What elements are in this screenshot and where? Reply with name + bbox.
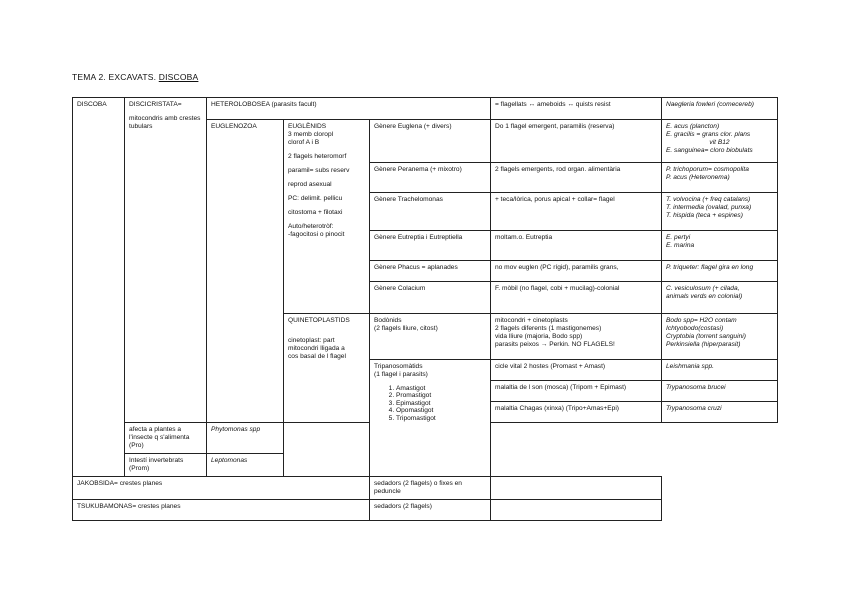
cell-genus-desc: Do 1 flagel emergent, paramilis (reserva) [491,120,662,163]
cell-genus-desc: no mov euglen (PC rígid), paramilis grans, [491,261,662,282]
cell-genus-examples: E. pertyi E. marina [662,231,778,261]
list-item: 5. Tripomastigot [396,415,486,422]
list-item: 1. Amastigot [396,385,486,392]
form-list [374,385,486,422]
cell-bodonids: Bodònids (2 flagels lliure, citost) [370,314,491,360]
cell-genus: Gènere Eutreptia i Eutreptiella [370,231,491,261]
title-underlined: DISCOBA [158,72,199,82]
cell-euglenozoa: EUGLENOZOA [207,120,284,423]
cell-bodonids-desc: mitocondri + cinetoplasts 2 flagels diferents (1 mastigonemes) vida lliure (majoria, Bodo spp) parasits peixos → Perkin. NO FLAGELS! [491,314,662,360]
cell-genus-desc: 2 flagels emergents, rod organ. alimentària [491,163,662,193]
cell-discoba: DISCOBA [73,98,125,477]
list-item: 2. Promastigot [396,392,486,399]
cell-tsukubamonas-empty [491,500,662,521]
cell-tsukubamonas: TSUKUBAMONAS= crestes planes [73,500,370,521]
cell-genus: Gènere Euglena (+ divers) [370,120,491,163]
cell-trypanosomatids: Tripanosomàtids (1 flagel i parasits) 1. Amastigot 2. Promastigot 3. Epimastigot 4. Opomastigot 5. Tripomastigot [370,360,491,477]
cell-heterolobosea: HETEROLOBOSEA (parasits facult) [207,98,491,120]
cell-jakobida: JAKOBSIDA= crestes planes [73,477,370,500]
cell-trypano-example: Trypanosoma brucei [662,381,778,402]
cell-genus-desc: moltam.o. Eutreptia [491,231,662,261]
cell-genus: Gènere Peranema (+ mixotro) [370,163,491,193]
cell-genus-examples: P. trichoporum= cosmopolita P. acus (Heteronema) [662,163,778,193]
title-prefix: TEMA 2. EXCAVATS. [72,72,159,82]
cell-trypano-desc: afecta a plantes a l'insecte q s'alimenta (Pro) [125,423,207,454]
cell-discicristata: DISCICRISTATA= mitocondris amb crestes tubulars [125,98,207,423]
cell-trypano-desc: Intestí invertebrats (Prom) [125,454,207,477]
cell-kinetoplastids: QUINETOPLASTIDS cinetoplast: part mitocondri lligada a cos basal de l flagel [284,314,370,423]
cell-genus: Gènere Trachelomonas [370,193,491,231]
cell-trypano-desc: malaltia Chagas (xinxa) (Tripo+Amas+Epi) [491,402,662,423]
list-item: 4. Opomastigot [396,407,486,414]
cell-trypano-desc: malaltia de l son (mosca) (Tripom + Epimast) [491,381,662,402]
cell-tsukubamonas-desc: sedadors (2 flagels) [370,500,491,521]
list-item: 3. Epimastigot [396,400,486,407]
cell-genus-desc: F. mòbil (no flagel, cobi + mucilag)-colonial [491,282,662,314]
cell-genus-desc: + teca/lòrica, porus apical + collar= flagel [491,193,662,231]
cell-genus-examples: C. vesiculosum (+ cilada, animals verds en colonial) [662,282,778,314]
cell-genus: Gènere Phacus = aplanades [370,261,491,282]
cell-genus-examples: T. volvocina (+ freq catalans) T. intermedia (ovalad, punxa) T. hispida (teca + espines) [662,193,778,231]
cell-heterolobosea-example: Naegleria fowleri (comecereb) [662,98,778,120]
cell-trypano-example: Trypanosoma cruzi [662,402,778,423]
cell-trypano-example: Leishmania spp. [662,360,778,381]
cell-euglenids: EUGLÈNIDS 3 memb cloropl clorof A i B 2 flagels heteromorf paramil= subs reserv reprod asexual PC: delimit. pellicu citostoma + filotaxi Auto/heterotròf: -fagocitosi o pinocit [284,120,370,314]
cell-genus: Gènere Colacium [370,282,491,314]
cell-trypano-example: Phytomonas spp [207,423,284,454]
cell-trypano-desc: cicle vital 2 hostes (Promast + Amast) [491,360,662,381]
cell-trypano-example: Leptomonas [207,454,284,477]
cell-genus-examples: E. acus (plancton) E. gracilis = grans clor. plans vit B12 E. sanguinea= cloro biobulats [662,120,778,163]
page-title [72,72,198,82]
cell-jakobida-desc: sedadors (2 flagels) o fixes en peduncle [370,477,491,500]
cell-heterolobosea-desc: = flagellats ↔ ameboids ↔ quists resist [491,98,662,120]
cell-jakobida-empty [491,477,662,500]
classification-table [72,97,778,521]
cell-genus-examples: P. triqueter: flagel gira en long [662,261,778,282]
cell-bodonids-examples: Bodo spp= H2O contam Ichtyobodo(costasi) Cryptobia (torrent sanguini) Perkinsiella (hiperparasit) [662,314,778,360]
